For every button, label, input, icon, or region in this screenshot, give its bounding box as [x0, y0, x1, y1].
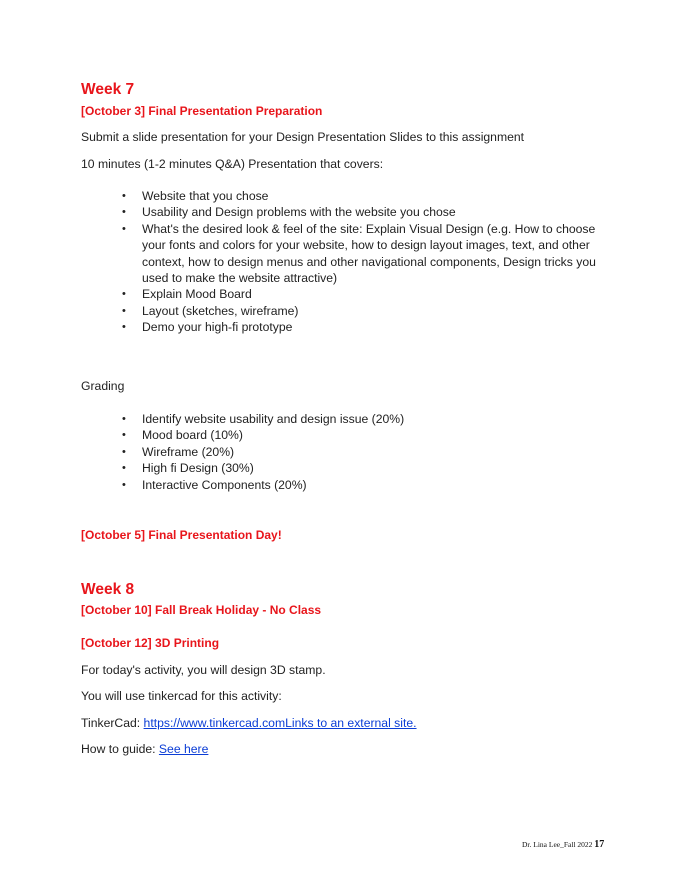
week8-heading: Week 8	[81, 581, 135, 598]
presentation-intro: 10 minutes (1-2 minutes Q&A) Presentation that covers:	[81, 157, 384, 171]
grading-label: Grading	[81, 379, 125, 393]
see-here-link[interactable]: See here	[158, 742, 209, 756]
list-item: • Demo your high-fi prototype	[122, 319, 612, 335]
submit-instruction: Submit a slide presentation for your Design Presentation Slides to this assignment	[81, 130, 525, 144]
week7-october5-heading: [October 5] Final Presentation Day!	[81, 528, 282, 542]
guide-line	[81, 741, 208, 757]
guide-label: How to guide:	[81, 742, 159, 756]
list-item: • Website that you chose	[122, 188, 612, 204]
list-item: • What's the desired look & feel of the site: Explain Visual Design (e.g. How to choose your fonts and colors for your website, how to design layout images, text, and other context, how to design menus and other navigational components, Design tricks you used to make the website attractive)	[122, 221, 612, 287]
tinkercad-label: TinkerCad:	[81, 716, 144, 730]
grading-list	[122, 411, 612, 493]
week7-october3-heading: [October 3] Final Presentation Preparation	[81, 104, 323, 118]
list-item: • High fi Design (30%)	[122, 460, 612, 476]
page-footer	[522, 839, 604, 850]
footer-author: Dr. Lina Lee_Fall 2022	[522, 840, 595, 849]
tinkercad-line	[81, 715, 417, 731]
tool-text: You will use tinkercad for this activity:	[81, 689, 282, 703]
tinkercad-link[interactable]: https://www.tinkercad.comLinks to an external site.	[143, 716, 417, 730]
list-item: • Interactive Components (20%)	[122, 477, 612, 493]
list-item: • Mood board (10%)	[122, 427, 612, 443]
week7-heading: Week 7	[81, 81, 135, 98]
list-item: • Layout (sketches, wireframe)	[122, 303, 612, 319]
presentation-topics-list	[122, 188, 612, 336]
list-item: • Identify website usability and design issue (20%)	[122, 411, 612, 427]
activity-text: For today's activity, you will design 3D stamp.	[81, 663, 326, 677]
list-item: • Usability and Design problems with the website you chose	[122, 204, 612, 220]
week8-october12-heading: [October 12] 3D Printing	[81, 636, 220, 650]
list-item: • Wireframe (20%)	[122, 444, 612, 460]
list-item: • Explain Mood Board	[122, 286, 612, 302]
week8-october10-heading: [October 10] Fall Break Holiday - No Class	[81, 603, 322, 617]
page-number: 17	[594, 839, 605, 850]
